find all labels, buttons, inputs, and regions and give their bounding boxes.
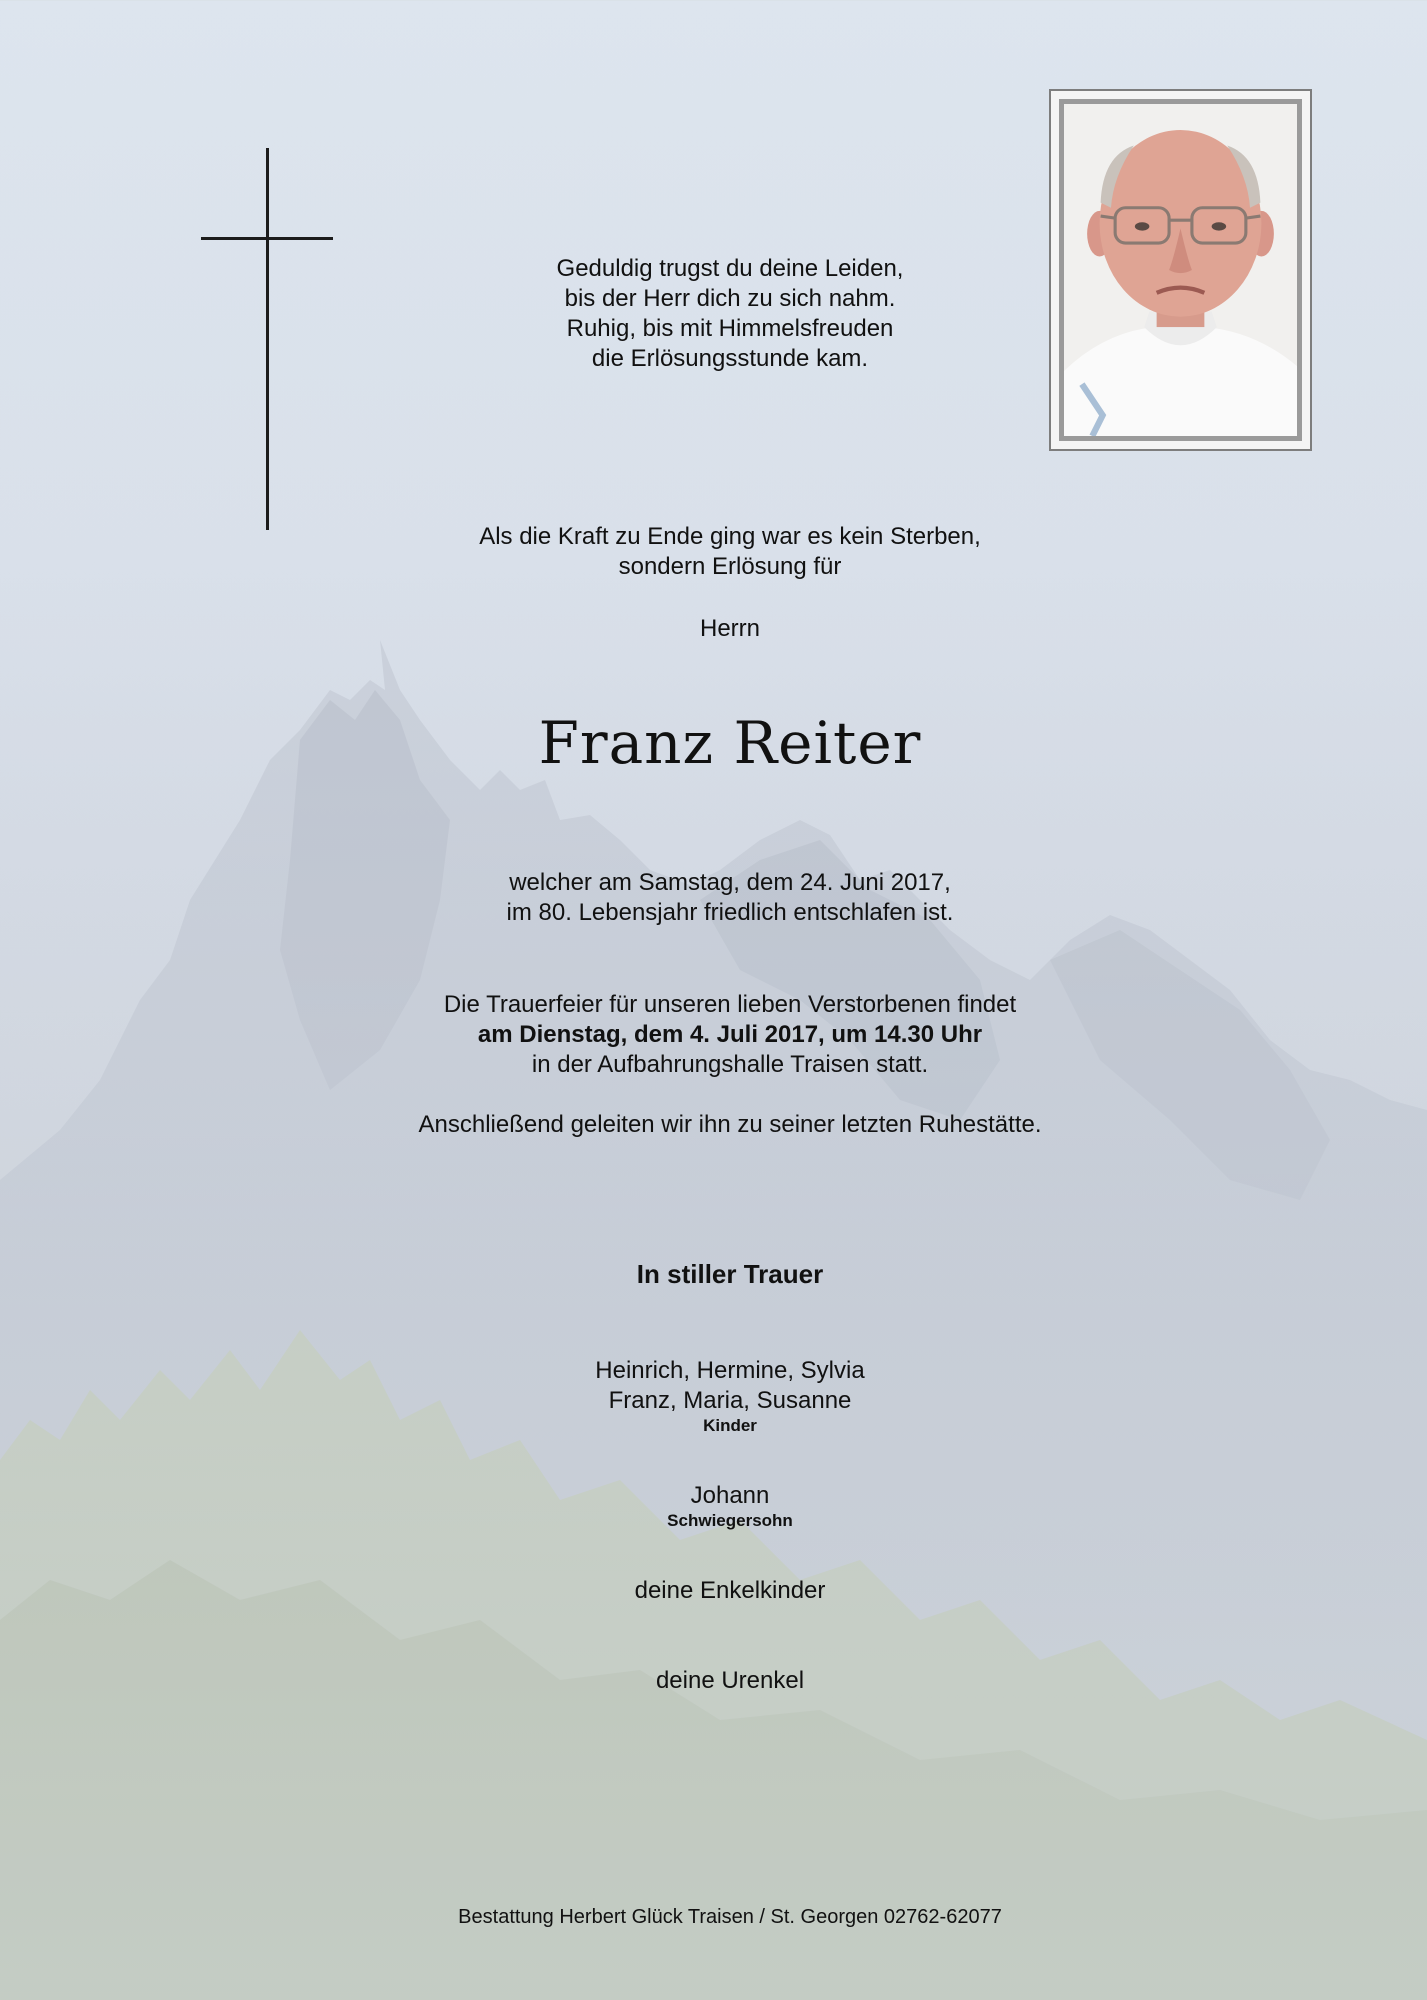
salutation [0, 614, 1427, 644]
verse-block [0, 254, 1427, 374]
service-line: Die Trauerfeier für unseren lieben Verstorbenen findet [443, 991, 1017, 1018]
death-notice-line: welcher am Samstag, dem 24. Juni 2017, [509, 869, 951, 896]
burial-block [0, 1110, 1427, 1140]
verse-line: Geduldig trugst du deine Leiden, [556, 255, 904, 282]
great-grandchildren-block [0, 1666, 1427, 1696]
mourning-heading: In stiller Trauer [636, 1259, 824, 1289]
children-block [0, 1356, 1427, 1436]
children-label: Kinder [703, 1416, 757, 1435]
grandchildren-text: deine Enkelkinder [634, 1577, 826, 1604]
son-in-law-block [0, 1481, 1427, 1531]
mourning-heading-block [0, 1258, 1427, 1290]
service-location: in der Aufbahrungshalle Traisen statt. [531, 1051, 929, 1078]
footer-block [0, 1904, 1427, 1930]
great-grandchildren-text: deine Urenkel [655, 1667, 805, 1694]
grandchildren-block [0, 1576, 1427, 1606]
service-date: am Dienstag, dem 4. Juli 2017, um 14.30 Uhr [477, 1021, 983, 1048]
children-names: Heinrich, Hermine, Sylvia [595, 1357, 865, 1384]
salutation-text: Herrn [699, 615, 760, 642]
deceased-name: Franz Reiter [538, 709, 922, 777]
verse-line: die Erlösungsstunde kam. [591, 345, 869, 372]
death-notice-block [0, 868, 1427, 928]
son-in-law-label: Schwiegersohn [667, 1511, 793, 1530]
verse-line: bis der Herr dich zu sich nahm. [564, 285, 896, 312]
children-names: Franz, Maria, Susanne [608, 1387, 852, 1414]
intro-line: sondern Erlösung für [618, 553, 842, 580]
intro-line: Als die Kraft zu Ende ging war es kein Sterben, [479, 523, 981, 550]
verse-line: Ruhig, bis mit Himmelsfreuden [566, 315, 894, 342]
cross-icon-horizontal [201, 237, 333, 240]
burial-text: Anschließend geleiten wir ihn zu seiner letzten Ruhestätte. [418, 1111, 1042, 1138]
deceased-name-block [0, 708, 1427, 778]
service-block [0, 990, 1427, 1080]
son-in-law-name: Johann [690, 1482, 770, 1509]
death-notice-line: im 80. Lebensjahr friedlich entschlafen ist. [506, 899, 954, 926]
intro-block [0, 522, 1427, 582]
funeral-home-footer: Bestattung Herbert Glück Traisen / St. Georgen 02762-62077 [458, 1906, 1002, 1928]
